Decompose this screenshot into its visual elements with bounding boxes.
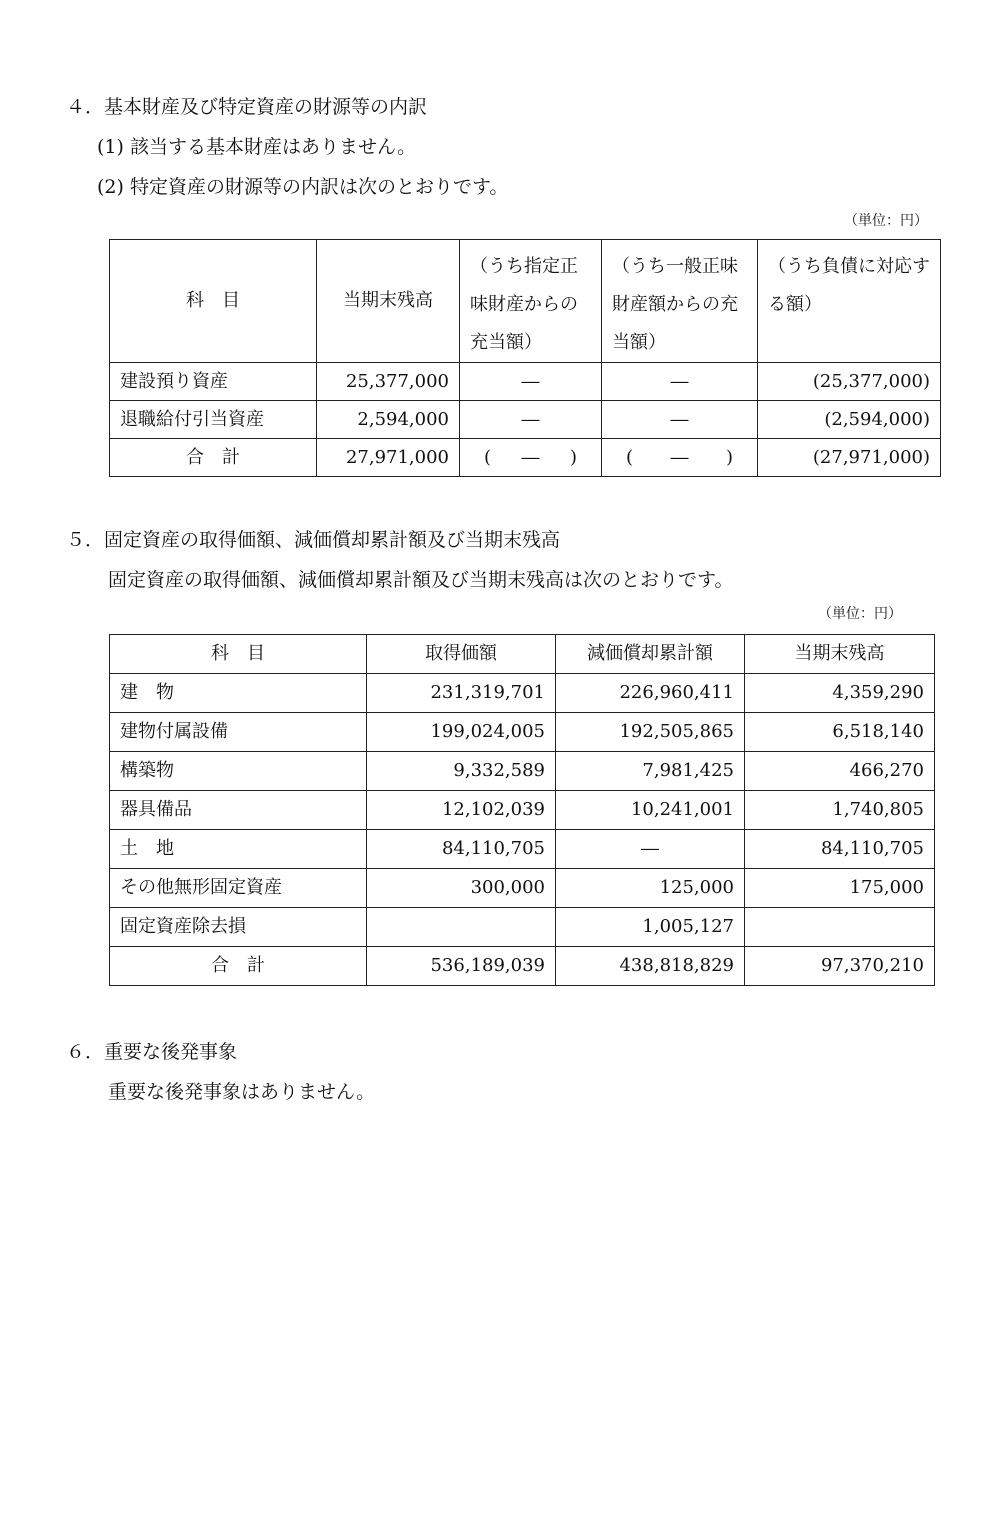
row-label: 器具備品	[110, 791, 367, 830]
total-general	[602, 439, 758, 477]
table-row	[110, 752, 935, 791]
header-account: 科 目	[110, 635, 367, 674]
row-balance: 175,000	[745, 869, 935, 908]
section6-heading: ６．重要な後発事象	[66, 1041, 238, 1063]
row-designated: ―	[460, 401, 602, 439]
table-header-row	[110, 240, 941, 363]
header-depreciation: 減価償却累計額	[556, 635, 745, 674]
row-cost: 199,024,005	[367, 713, 556, 752]
total-label: 合 計	[110, 439, 317, 477]
table-row	[110, 674, 935, 713]
section4-item2: (2) 特定資産の財源等の内訳は次のとおりです。	[97, 176, 509, 198]
total-designated-value: ―	[521, 446, 540, 468]
paren-open: (	[484, 446, 492, 468]
paren-close: )	[569, 446, 577, 468]
row-cost: 84,110,705	[367, 830, 556, 869]
row-balance	[745, 908, 935, 947]
total-general-value: ―	[670, 446, 689, 468]
row-balance: 4,359,290	[745, 674, 935, 713]
total-cost: 536,189,039	[367, 947, 556, 986]
table-row	[110, 791, 935, 830]
section4-unit: （単位：円）	[844, 213, 928, 229]
row-label: その他無形固定資産	[110, 869, 367, 908]
row-balance: 1,740,805	[745, 791, 935, 830]
row-label: 建 物	[110, 674, 367, 713]
table-header-row	[110, 635, 935, 674]
paren-open: (	[626, 446, 634, 468]
table-row	[110, 713, 935, 752]
row-cost	[367, 908, 556, 947]
section4-heading: ４．基本財産及び特定資産の財源等の内訳	[66, 96, 428, 118]
row-label: 建物付属設備	[110, 713, 367, 752]
row-depreciation: 125,000	[556, 869, 745, 908]
row-general: ―	[602, 363, 758, 401]
table-row	[110, 830, 935, 869]
row-balance: 84,110,705	[745, 830, 935, 869]
section5-body: 固定資産の取得価額、減価償却累計額及び当期末残高は次のとおりです。	[108, 569, 734, 591]
row-cost: 9,332,589	[367, 752, 556, 791]
header-account: 科 目	[110, 240, 317, 363]
section5-heading: ５．固定資産の取得価額、減価償却累計額及び当期末残高	[66, 529, 561, 551]
specific-assets-table	[109, 239, 941, 477]
header-balance: 当期末残高	[317, 240, 460, 363]
row-liability: (2,594,000)	[758, 401, 941, 439]
header-balance: 当期末残高	[745, 635, 935, 674]
total-row	[110, 439, 941, 477]
row-label: 土 地	[110, 830, 367, 869]
header-designated: （うち指定正味財産からの充当額）	[460, 240, 602, 363]
row-depreciation: 10,241,001	[556, 791, 745, 830]
row-depreciation: ―	[556, 830, 745, 869]
section4-item1: (1) 該当する基本財産はありません。	[97, 136, 417, 158]
table-row	[110, 869, 935, 908]
row-depreciation: 7,981,425	[556, 752, 745, 791]
row-balance: 6,518,140	[745, 713, 935, 752]
total-designated	[460, 439, 602, 477]
table-row	[110, 363, 941, 401]
row-balance: 466,270	[745, 752, 935, 791]
row-label: 退職給付引当資産	[110, 401, 317, 439]
header-cost: 取得価額	[367, 635, 556, 674]
row-depreciation: 226,960,411	[556, 674, 745, 713]
section6-body: 重要な後発事象はありません。	[108, 1081, 376, 1103]
total-row	[110, 947, 935, 986]
row-cost: 12,102,039	[367, 791, 556, 830]
header-liability: （うち負債に対応する額）	[758, 240, 941, 363]
row-liability: (25,377,000)	[758, 363, 941, 401]
header-general: （うち一般正味財産額からの充当額）	[602, 240, 758, 363]
row-depreciation: 1,005,127	[556, 908, 745, 947]
total-balance: 27,971,000	[317, 439, 460, 477]
total-balance: 97,370,210	[745, 947, 935, 986]
row-cost: 300,000	[367, 869, 556, 908]
row-label: 固定資産除去損	[110, 908, 367, 947]
row-balance: 25,377,000	[317, 363, 460, 401]
row-label: 建設預り資産	[110, 363, 317, 401]
section5-unit: （単位：円）	[818, 606, 902, 622]
fixed-assets-table	[109, 634, 935, 986]
table-row	[110, 401, 941, 439]
total-label: 合 計	[110, 947, 367, 986]
table-row	[110, 908, 935, 947]
paren-close: )	[725, 446, 733, 468]
row-balance: 2,594,000	[317, 401, 460, 439]
row-general: ―	[602, 401, 758, 439]
total-liability: (27,971,000)	[758, 439, 941, 477]
row-depreciation: 192,505,865	[556, 713, 745, 752]
row-designated: ―	[460, 363, 602, 401]
row-label: 構築物	[110, 752, 367, 791]
total-depreciation: 438,818,829	[556, 947, 745, 986]
row-cost: 231,319,701	[367, 674, 556, 713]
